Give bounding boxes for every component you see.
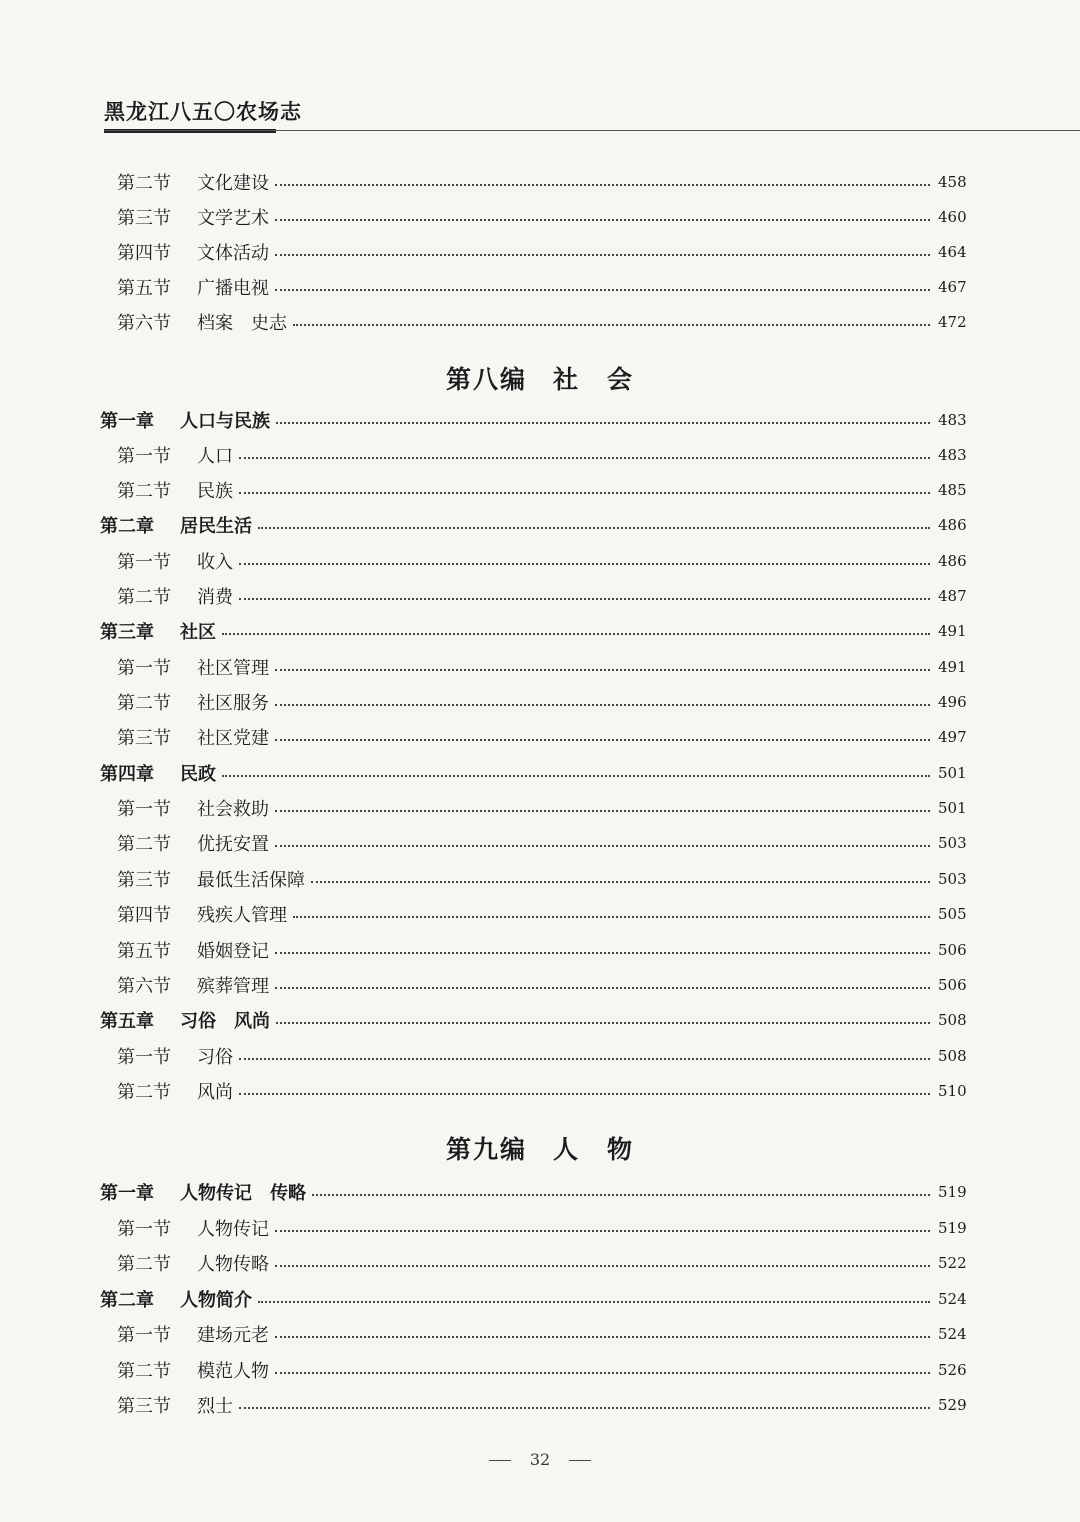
toc-section-entry[interactable] xyxy=(0,475,1080,505)
dot-leader xyxy=(275,289,930,291)
page-ref: 483 xyxy=(938,446,967,464)
toc-chapter-entry[interactable] xyxy=(0,1005,1080,1035)
chapter-number: 第二章 xyxy=(100,1290,154,1311)
page-ref: 491 xyxy=(938,658,967,676)
page-number: 32 xyxy=(529,1450,551,1469)
toc-section-entry[interactable] xyxy=(0,307,1080,337)
page-ref: 510 xyxy=(938,1082,967,1100)
section-number: 第二节 xyxy=(117,481,171,502)
dot-leader xyxy=(222,775,930,777)
page-ref: 505 xyxy=(938,905,967,923)
part-number: 第九编 xyxy=(445,1135,527,1164)
section-title: 文体活动 xyxy=(197,243,269,264)
section-number: 第一节 xyxy=(117,552,171,573)
section-title: 殡葬管理 xyxy=(197,976,269,997)
page-ref: 529 xyxy=(938,1396,967,1414)
dot-leader xyxy=(275,810,930,812)
page-ref: 491 xyxy=(938,622,967,640)
page-ref: 464 xyxy=(938,243,967,261)
section-title: 最低生活保障 xyxy=(197,870,305,891)
section-number: 第五节 xyxy=(117,941,171,962)
toc-section-entry[interactable] xyxy=(0,202,1080,232)
section-title: 风尚 xyxy=(197,1082,233,1103)
toc-section-entry[interactable] xyxy=(0,581,1080,611)
section-title: 档案 史志 xyxy=(197,313,287,334)
dot-leader xyxy=(258,1301,930,1303)
toc-section-entry[interactable] xyxy=(0,652,1080,682)
chapter-number: 第一章 xyxy=(100,1183,154,1204)
dot-leader xyxy=(239,1058,930,1060)
dot-leader xyxy=(275,704,930,706)
toc-chapter-entry[interactable] xyxy=(0,405,1080,435)
toc-section-entry[interactable] xyxy=(0,722,1080,752)
toc-section-entry[interactable] xyxy=(0,272,1080,302)
dot-leader xyxy=(275,1230,930,1232)
page-footer xyxy=(0,1450,1080,1469)
dot-leader xyxy=(222,633,930,635)
toc-chapter-entry[interactable] xyxy=(0,758,1080,788)
part-title: 社 会 xyxy=(553,365,635,394)
page-ref: 485 xyxy=(938,481,967,499)
section-title: 模范人物 xyxy=(197,1361,269,1382)
page-ref: 501 xyxy=(938,764,967,782)
dot-leader xyxy=(275,1265,930,1267)
dot-leader xyxy=(239,563,930,565)
section-title: 文学艺术 xyxy=(197,208,269,229)
dot-leader xyxy=(275,739,930,741)
footer-dash-right xyxy=(569,1460,591,1461)
section-title: 烈士 xyxy=(197,1396,233,1417)
section-title: 社区党建 xyxy=(197,728,269,749)
page-ref: 506 xyxy=(938,941,967,959)
toc-part-heading xyxy=(0,360,1080,396)
dot-leader xyxy=(275,219,930,221)
running-header-title: 黑龙江八五〇农场志 xyxy=(104,100,302,124)
footer-dash-left xyxy=(489,1460,511,1461)
page-ref: 508 xyxy=(938,1047,967,1065)
toc-section-entry[interactable] xyxy=(0,899,1080,929)
section-number: 第二节 xyxy=(117,693,171,714)
toc-section-entry[interactable] xyxy=(0,237,1080,267)
toc-section-entry[interactable] xyxy=(0,687,1080,717)
page-ref: 497 xyxy=(938,728,967,746)
toc-section-entry[interactable] xyxy=(0,1355,1080,1385)
section-title: 优抚安置 xyxy=(197,834,269,855)
dot-leader xyxy=(239,457,930,459)
chapter-number: 第四章 xyxy=(100,764,154,785)
page-ref: 519 xyxy=(938,1183,967,1201)
section-title: 人口 xyxy=(197,446,233,467)
dot-leader xyxy=(293,916,930,918)
dot-leader xyxy=(312,1194,930,1196)
chapter-title: 人物传记 传略 xyxy=(180,1183,306,1204)
section-title: 习俗 xyxy=(197,1047,233,1068)
dot-leader xyxy=(276,1022,930,1024)
section-number: 第二节 xyxy=(117,587,171,608)
section-number: 第二节 xyxy=(117,173,171,194)
section-title: 民族 xyxy=(197,481,233,502)
part-title: 人 物 xyxy=(553,1135,635,1164)
section-number: 第二节 xyxy=(117,834,171,855)
toc-section-entry[interactable] xyxy=(0,1076,1080,1106)
page-ref: 501 xyxy=(938,799,967,817)
section-title: 残疾人管理 xyxy=(197,905,287,926)
dot-leader xyxy=(239,492,930,494)
chapter-number: 第五章 xyxy=(100,1011,154,1032)
chapter-title: 民政 xyxy=(180,764,216,785)
section-number: 第四节 xyxy=(117,905,171,926)
toc-section-entry[interactable] xyxy=(0,440,1080,470)
toc-section-entry[interactable] xyxy=(0,864,1080,894)
dot-leader xyxy=(275,952,930,954)
toc-section-entry[interactable] xyxy=(0,970,1080,1000)
page-ref: 524 xyxy=(938,1325,967,1343)
section-number: 第一节 xyxy=(117,1325,171,1346)
toc-chapter-entry[interactable] xyxy=(0,616,1080,646)
section-title: 收入 xyxy=(197,552,233,573)
toc-section-entry[interactable] xyxy=(0,1213,1080,1243)
chapter-title: 习俗 风尚 xyxy=(180,1011,270,1032)
page-ref: 483 xyxy=(938,411,967,429)
toc-section-entry[interactable] xyxy=(0,1041,1080,1071)
page-ref: 508 xyxy=(938,1011,967,1029)
toc-section-entry[interactable] xyxy=(0,167,1080,197)
dot-leader xyxy=(258,527,930,529)
page-ref: 458 xyxy=(938,173,967,191)
section-title: 消费 xyxy=(197,587,233,608)
chapter-title: 人物简介 xyxy=(180,1290,252,1311)
dot-leader xyxy=(276,422,930,424)
toc-chapter-entry[interactable] xyxy=(0,510,1080,540)
toc-section-entry[interactable] xyxy=(0,828,1080,858)
section-title: 人物传记 xyxy=(197,1219,269,1240)
page-ref: 467 xyxy=(938,278,967,296)
section-number: 第二节 xyxy=(117,1082,171,1103)
dot-leader xyxy=(275,845,930,847)
dot-leader xyxy=(311,881,930,883)
section-number: 第二节 xyxy=(117,1361,171,1382)
section-title: 文化建设 xyxy=(197,173,269,194)
toc-section-entry[interactable] xyxy=(0,1319,1080,1349)
chapter-title: 社区 xyxy=(180,622,216,643)
page-ref: 472 xyxy=(938,313,967,331)
section-number: 第一节 xyxy=(117,1047,171,1068)
page-ref: 524 xyxy=(938,1290,967,1308)
section-number: 第五节 xyxy=(117,278,171,299)
section-title: 婚姻登记 xyxy=(197,941,269,962)
section-number: 第三节 xyxy=(117,728,171,749)
toc-section-entry[interactable] xyxy=(0,935,1080,965)
section-number: 第三节 xyxy=(117,208,171,229)
dot-leader xyxy=(293,324,930,326)
toc-chapter-entry[interactable] xyxy=(0,1284,1080,1314)
part-number: 第八编 xyxy=(445,365,527,394)
chapter-number: 第一章 xyxy=(100,411,154,432)
section-number: 第四节 xyxy=(117,243,171,264)
toc-section-entry[interactable] xyxy=(0,793,1080,823)
section-number: 第一节 xyxy=(117,446,171,467)
section-number: 第六节 xyxy=(117,976,171,997)
page-ref: 460 xyxy=(938,208,967,226)
page-ref: 526 xyxy=(938,1361,967,1379)
section-title: 社会救助 xyxy=(197,799,269,820)
page-ref: 486 xyxy=(938,516,967,534)
page-ref: 486 xyxy=(938,552,967,570)
dot-leader xyxy=(239,1407,930,1409)
dot-leader xyxy=(275,1336,930,1338)
dot-leader xyxy=(275,184,930,186)
page-ref: 496 xyxy=(938,693,967,711)
page-ref: 503 xyxy=(938,870,967,888)
toc-section-entry[interactable] xyxy=(0,1248,1080,1278)
section-number: 第一节 xyxy=(117,1219,171,1240)
page-ref: 487 xyxy=(938,587,967,605)
section-title: 广播电视 xyxy=(197,278,269,299)
page-ref: 522 xyxy=(938,1254,967,1272)
dot-leader xyxy=(275,1372,930,1374)
chapter-number: 第三章 xyxy=(100,622,154,643)
section-number: 第二节 xyxy=(117,1254,171,1275)
toc-section-entry[interactable] xyxy=(0,1390,1080,1420)
section-number: 第一节 xyxy=(117,658,171,679)
section-number: 第三节 xyxy=(117,1396,171,1417)
section-number: 第三节 xyxy=(117,870,171,891)
dot-leader xyxy=(275,254,930,256)
section-number: 第六节 xyxy=(117,313,171,334)
section-title: 建场元老 xyxy=(197,1325,269,1346)
page-ref: 519 xyxy=(938,1219,967,1237)
dot-leader xyxy=(275,669,930,671)
section-title: 人物传略 xyxy=(197,1254,269,1275)
dot-leader xyxy=(275,987,930,989)
section-title: 社区管理 xyxy=(197,658,269,679)
toc-section-entry[interactable] xyxy=(0,546,1080,576)
chapter-title: 居民生活 xyxy=(180,516,252,537)
page-ref: 506 xyxy=(938,976,967,994)
chapter-title: 人口与民族 xyxy=(180,411,270,432)
page-ref: 503 xyxy=(938,834,967,852)
dot-leader xyxy=(239,1093,930,1095)
toc-chapter-entry[interactable] xyxy=(0,1177,1080,1207)
section-title: 社区服务 xyxy=(197,693,269,714)
section-number: 第一节 xyxy=(117,799,171,820)
toc-part-heading xyxy=(0,1130,1080,1166)
chapter-number: 第二章 xyxy=(100,516,154,537)
dot-leader xyxy=(239,598,930,600)
